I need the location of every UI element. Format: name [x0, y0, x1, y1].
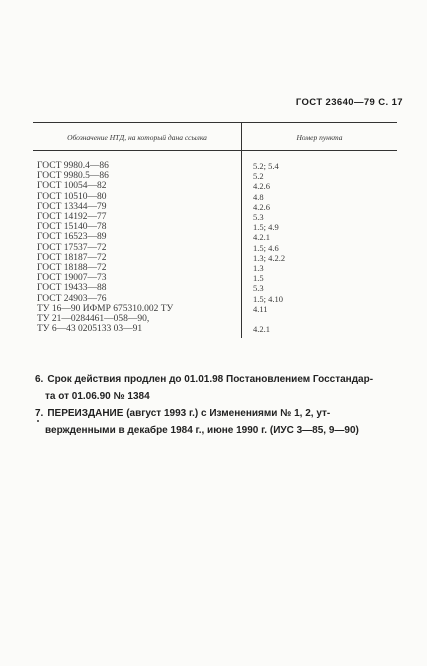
- note-number: 6.: [35, 374, 44, 385]
- table-row: [33, 181, 397, 191]
- item-cell: 1.3: [253, 263, 264, 274]
- item-cell: 4.8: [253, 191, 264, 202]
- item-cell: 1.5; 4.6: [253, 242, 279, 253]
- doc-cell: ТУ 16—90 ИФМР 675310.002 ТУ: [33, 304, 242, 314]
- table-row: [33, 273, 397, 283]
- item-cell: 4.2.1: [253, 324, 270, 335]
- table-row: [33, 304, 397, 314]
- note-text-line1: Срок действия продлен до 01.01.98 Постановлением Госстандар-: [47, 374, 374, 385]
- item-cell: 4.2.1: [253, 232, 270, 243]
- item-cell: 1.5: [253, 273, 264, 284]
- note-text-line2: та от 01.06.90 № 1384: [45, 391, 150, 402]
- table-header-row: [33, 123, 397, 151]
- table-row: [33, 202, 397, 212]
- item-cell: 1.5; 4.9: [253, 222, 279, 233]
- item-cell: 5.3: [253, 283, 264, 294]
- note-reissue: [35, 405, 407, 439]
- table-row: [33, 232, 397, 242]
- doc-cell: ГОСТ 15140—78: [33, 222, 242, 232]
- table-row: [33, 151, 397, 172]
- note-validity-extension: [35, 371, 407, 405]
- item-cell: 4.11: [253, 303, 268, 314]
- table-row: [33, 192, 397, 202]
- doc-cell: ГОСТ 10510—80: [33, 192, 242, 202]
- doc-cell: ГОСТ 9980.5—86: [33, 171, 242, 181]
- print-speck: [37, 420, 39, 422]
- item-cell: 5.2: [253, 171, 264, 182]
- note-number: 7.: [35, 408, 44, 419]
- doc-cell: ТУ 21—0284461—058—90,: [33, 314, 242, 324]
- table-row: [33, 324, 397, 338]
- note-text-line1: ПЕРЕИЗДАНИЕ (август 1993 г.) с Изменениями № 1, 2, ут-: [47, 408, 331, 419]
- doc-cell: ГОСТ 13344—79: [33, 202, 242, 212]
- table-row: [33, 294, 397, 304]
- doc-cell: ГОСТ 19007—73: [33, 273, 242, 283]
- header-item: Номер пункта: [242, 123, 398, 151]
- table-row: [33, 263, 397, 273]
- table-row: [33, 314, 397, 324]
- doc-cell: ГОСТ 17537—72: [33, 243, 242, 253]
- running-head: ГОСТ 23640—79 С. 17: [295, 97, 403, 108]
- header-doc: Обозначение НТД, на который дана ссылка: [33, 123, 242, 151]
- doc-cell: ГОСТ 16523—89: [33, 232, 242, 242]
- table-row: [33, 212, 397, 222]
- doc-cell: ГОСТ 9980.4—86: [33, 151, 242, 172]
- item-cell: 4.2.6: [253, 201, 270, 212]
- table-row: [33, 283, 397, 293]
- item-cell: 1.3; 4.2.2: [253, 252, 286, 263]
- item-cell: 5.2; 5.4: [253, 161, 279, 171]
- item-cell: 4.2.6: [253, 181, 270, 192]
- item-cell: 5.3: [253, 212, 264, 223]
- doc-cell: ГОСТ 19433—88: [33, 283, 242, 293]
- references-table: [33, 122, 397, 338]
- note-text-line2: вержденными в декабре 1984 г., июне 1990 г. (ИУС 3—85, 9—90): [45, 425, 359, 436]
- item-cell: [242, 314, 398, 324]
- doc-cell: ГОСТ 24903—76: [33, 294, 242, 304]
- doc-cell: ТУ 6—43 0205133 03—91: [33, 324, 242, 338]
- table-row: [33, 171, 397, 181]
- table-row: [33, 243, 397, 253]
- doc-cell: ГОСТ 14192—77: [33, 212, 242, 222]
- doc-cell: ГОСТ 18188—72: [33, 263, 242, 273]
- item-cell: 1.5; 4.10: [253, 293, 283, 304]
- table-row: [33, 222, 397, 232]
- doc-cell: ГОСТ 18187—72: [33, 253, 242, 263]
- doc-cell: ГОСТ 10054—82: [33, 181, 242, 191]
- table-row: [33, 253, 397, 263]
